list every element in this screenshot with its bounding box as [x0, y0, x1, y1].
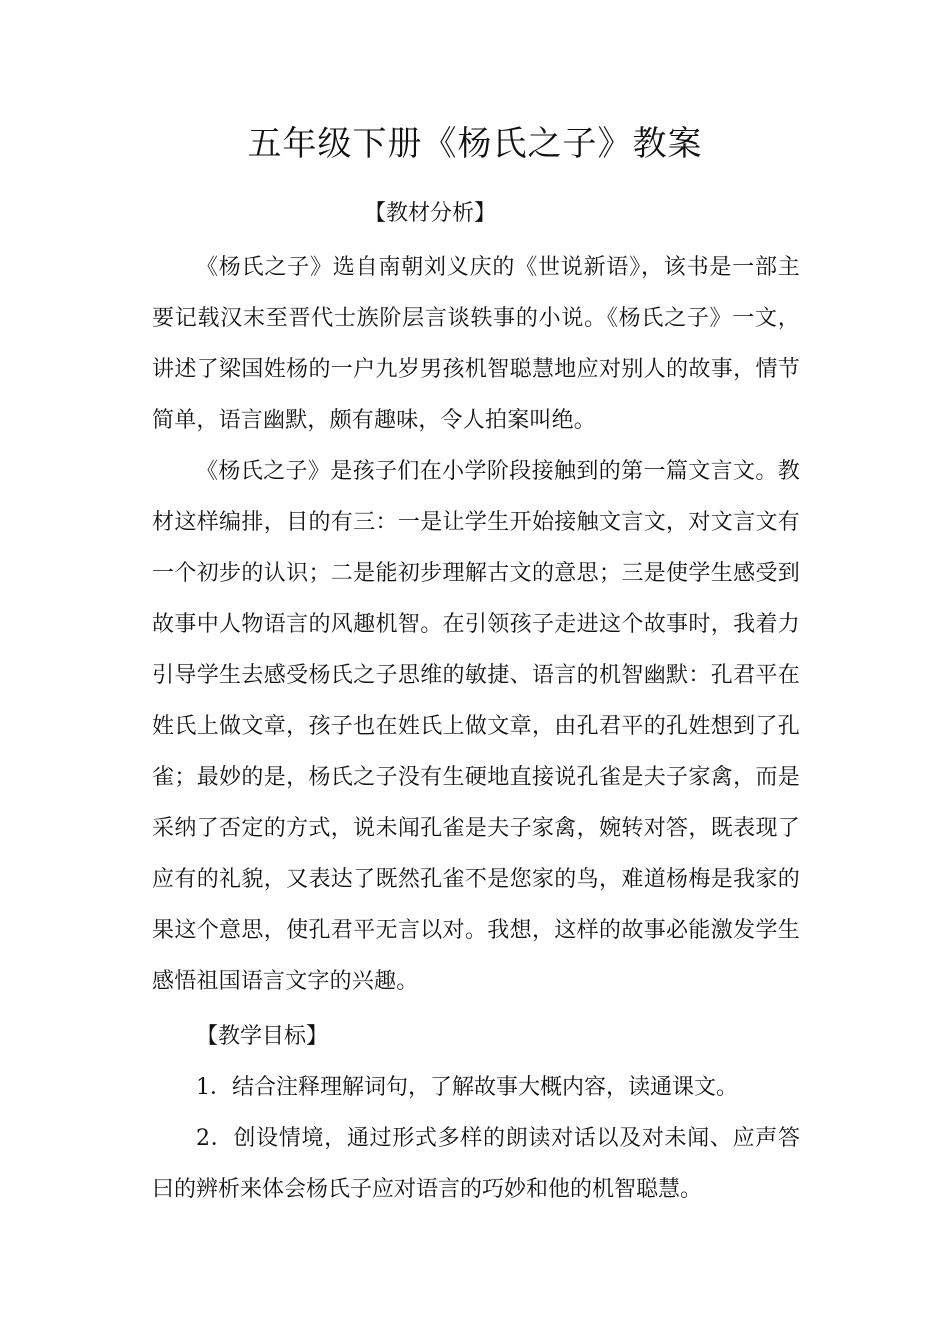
document-title: 五年级下册《杨氏之子》教案	[247, 124, 703, 164]
analysis-paragraph-1: 《杨氏之子》选自南朝刘义庆的《世说新语》，该书是一部主要记载汉末至晋代士族阶层言谈轶事的小说。《杨氏之子》一文，讲述了梁国姓杨的一户九岁男孩机智聪慧地应对别人的故事，情节简单，语言幽默，颇有趣味，令人拍案叫绝。	[152, 255, 800, 433]
section-heading-goals: 【教学目标】	[196, 1024, 329, 1049]
analysis-paragraph-2: 《杨氏之子》是孩子们在小学阶段接触到的第一篇文言文。教材这样编排，目的有三：一是让学生开始接触文言文，对文言文有一个初步的认识；二是能初步理解古文的意思；三是使学生感受到故事中人物语言的风趣机智。在引领孩子走进这个故事时，我着力引导学生去感受杨氏之子思维的敏捷、语言的机智幽默：孔君平在姓氏上做文章，孩子也在姓氏上做文章，由孔君平的孔姓想到了孔雀；最妙的是，杨氏之子没有生硬地直接说孔雀是夫子家禽，而是采纳了否定的方式，说未闻孔雀是夫子家禽，婉转对答，既表现了应有的礼貌，又表达了既然孔雀不是您家的鸟，难道杨梅是我家的果这个意思，使孔君平无言以对。我想，这样的故事必能激发学生感悟祖国语言文字的兴趣。	[152, 459, 800, 994]
section-heading-analysis: 【教材分析】	[363, 201, 496, 226]
goals-body	[152, 1011, 800, 1215]
analysis-body	[152, 242, 800, 1007]
goal-item-2: 2．创设情境，通过形式多样的朗读对话以及对未闻、应声答曰的辨析来体会杨氏子应对语言的巧妙和他的机智聪慧。	[152, 1126, 800, 1202]
goal-item-1: 1．结合注释理解词句，了解故事大概内容，读通课文。	[196, 1075, 738, 1100]
